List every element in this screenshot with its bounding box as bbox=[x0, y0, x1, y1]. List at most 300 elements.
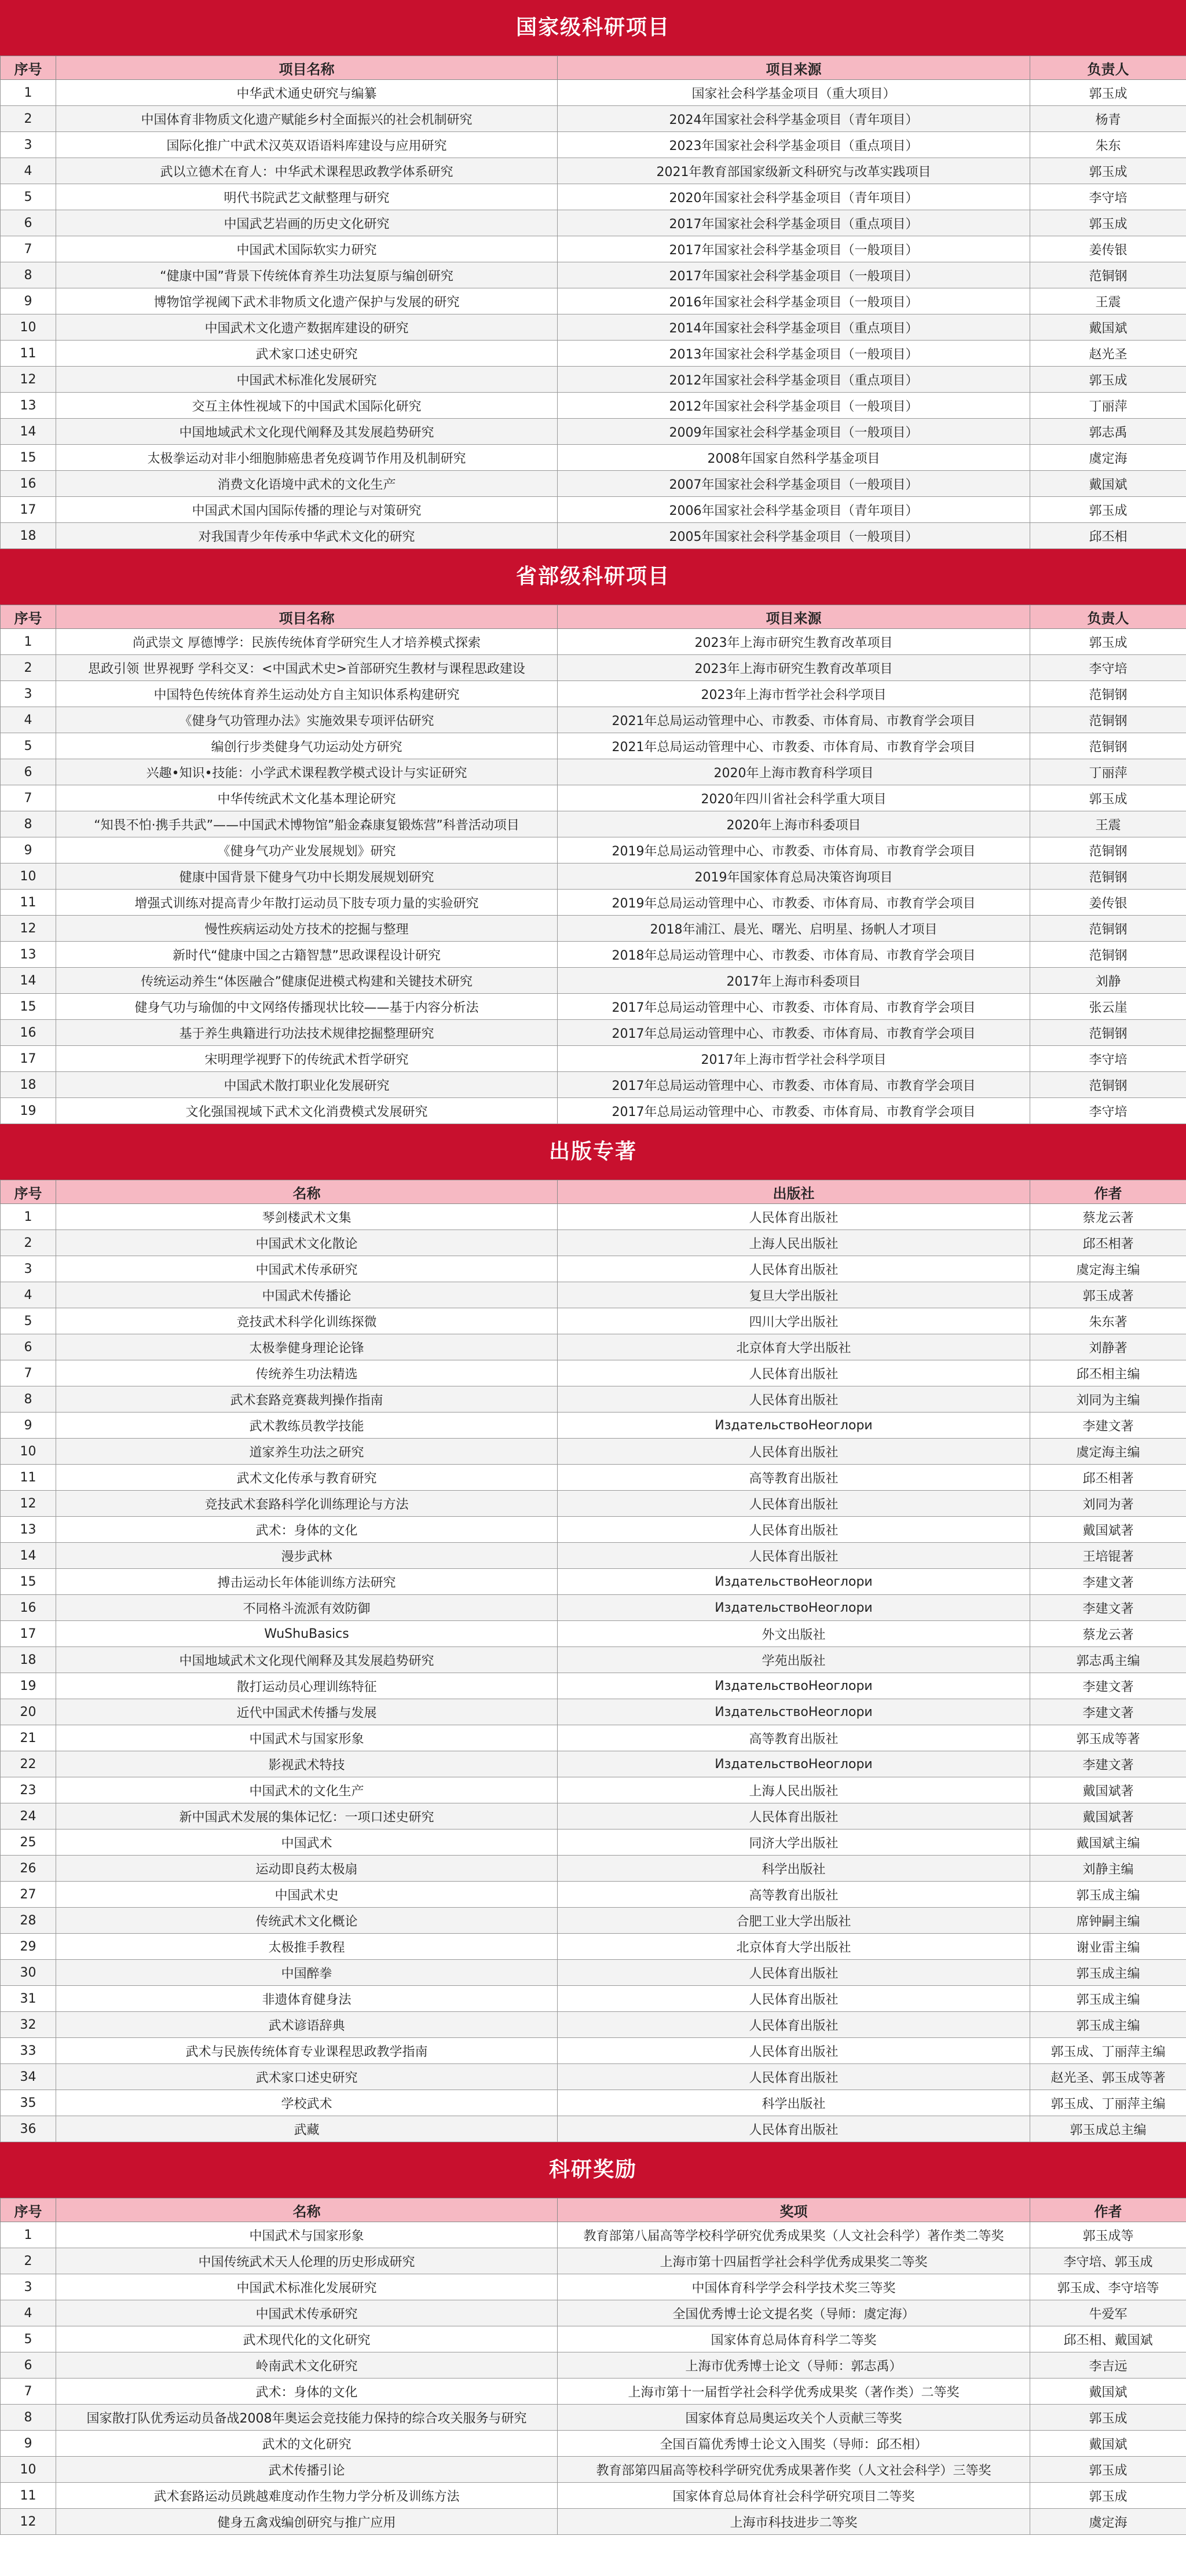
item-source: 2017年总局运动管理中心、市教委、市体育局、市教育学会项目 bbox=[558, 1020, 1030, 1046]
row-number: 18 bbox=[1, 1647, 56, 1673]
table-row bbox=[1, 497, 1186, 523]
item-source: 2024年国家社会科学基金项目（青年项目） bbox=[558, 106, 1030, 132]
item-source: 人民体育出版社 bbox=[558, 2012, 1030, 2038]
item-source: 2023年上海市研究生教育改革项目 bbox=[558, 629, 1030, 655]
item-person: 赵光圣、郭玉成等著 bbox=[1030, 2064, 1186, 2090]
item-person: 蔡龙云著 bbox=[1030, 1621, 1186, 1647]
section-title: 出版专著 bbox=[0, 1124, 1186, 1180]
section-title: 国家级科研项目 bbox=[0, 0, 1186, 56]
row-number: 33 bbox=[1, 2038, 56, 2064]
table-row bbox=[1, 2457, 1186, 2483]
row-number: 4 bbox=[1, 1282, 56, 1308]
item-name: 近代中国武术传播与发展 bbox=[56, 1699, 558, 1725]
row-number: 5 bbox=[1, 1308, 56, 1334]
item-name: 明代书院武艺文献整理与研究 bbox=[56, 184, 558, 210]
item-source: 北京体育大学出版社 bbox=[558, 1934, 1030, 1960]
table-row bbox=[1, 2326, 1186, 2352]
row-number: 9 bbox=[1, 288, 56, 314]
row-number: 11 bbox=[1, 341, 56, 367]
item-name: 岭南武术文化研究 bbox=[56, 2352, 558, 2379]
item-person: 王培锟著 bbox=[1030, 1543, 1186, 1569]
row-number: 8 bbox=[1, 2405, 56, 2431]
item-person: 郭玉成 bbox=[1030, 497, 1186, 523]
row-number: 22 bbox=[1, 1751, 56, 1777]
item-name: 非遗体育健身法 bbox=[56, 1986, 558, 2012]
table-header-row bbox=[1, 56, 1186, 80]
item-name: 传统武术文化概论 bbox=[56, 1908, 558, 1934]
row-number: 1 bbox=[1, 629, 56, 655]
item-name: “健康中国”背景下传统体育养生功法复原与编创研究 bbox=[56, 262, 558, 288]
table-row bbox=[1, 1569, 1186, 1595]
item-name: 影视武术特技 bbox=[56, 1751, 558, 1777]
item-source: 国家社会科学基金项目（重大项目） bbox=[558, 80, 1030, 106]
table-row bbox=[1, 367, 1186, 393]
item-name: 宋明理学视野下的传统武术哲学研究 bbox=[56, 1046, 558, 1072]
item-name: 新中国武术发展的集体记忆：一项口述史研究 bbox=[56, 1803, 558, 1829]
table-row bbox=[1, 1960, 1186, 1986]
table-row bbox=[1, 1256, 1186, 1282]
row-number: 32 bbox=[1, 2012, 56, 2038]
table-row bbox=[1, 1046, 1186, 1072]
table-row bbox=[1, 707, 1186, 733]
row-number: 19 bbox=[1, 1098, 56, 1124]
row-number: 16 bbox=[1, 471, 56, 497]
table-row bbox=[1, 2405, 1186, 2431]
item-person: 虞定海主编 bbox=[1030, 1439, 1186, 1465]
table-row bbox=[1, 445, 1186, 471]
item-name: 散打运动员心理训练特征 bbox=[56, 1673, 558, 1699]
column-header: 名称 bbox=[56, 1180, 558, 1204]
item-source: 国家体育总局体育科学二等奖 bbox=[558, 2326, 1030, 2352]
row-number: 25 bbox=[1, 1829, 56, 1856]
item-person: 郭玉成 bbox=[1030, 158, 1186, 184]
item-person: 郭玉成等著 bbox=[1030, 1725, 1186, 1751]
item-person: 郭玉成主编 bbox=[1030, 1960, 1186, 1986]
item-person: 邱丕相著 bbox=[1030, 1465, 1186, 1491]
item-source: 上海市第十一届哲学社会科学优秀成果奖（著作类）二等奖 bbox=[558, 2379, 1030, 2405]
item-person: 范铜钢 bbox=[1030, 733, 1186, 759]
item-source: ИздательствоНеоглори bbox=[558, 1751, 1030, 1777]
item-person: 虞定海 bbox=[1030, 445, 1186, 471]
item-source: 人民体育出版社 bbox=[558, 1386, 1030, 1413]
item-name: 中国武术史 bbox=[56, 1882, 558, 1908]
table-row bbox=[1, 471, 1186, 497]
item-person: 张云崖 bbox=[1030, 994, 1186, 1020]
item-source: 全国百篇优秀博士论文入围奖（导师：邱丕相） bbox=[558, 2431, 1030, 2457]
table-row bbox=[1, 1439, 1186, 1465]
item-person: 戴国斌著 bbox=[1030, 1517, 1186, 1543]
table-row bbox=[1, 1751, 1186, 1777]
item-source: 2018年浦江、晨光、曙光、启明星、扬帆人才项目 bbox=[558, 916, 1030, 942]
row-number: 12 bbox=[1, 2509, 56, 2535]
table-row bbox=[1, 2038, 1186, 2064]
table-row bbox=[1, 1882, 1186, 1908]
row-number: 3 bbox=[1, 2274, 56, 2300]
item-person: 郭志禹主编 bbox=[1030, 1647, 1186, 1673]
item-person: 范铜钢 bbox=[1030, 863, 1186, 890]
table-row bbox=[1, 1986, 1186, 2012]
item-person: 李守培 bbox=[1030, 1046, 1186, 1072]
item-source: 2006年国家社会科学基金项目（青年项目） bbox=[558, 497, 1030, 523]
item-source: 2007年国家社会科学基金项目（一般项目） bbox=[558, 471, 1030, 497]
row-number: 11 bbox=[1, 1465, 56, 1491]
item-person: 郭玉成 bbox=[1030, 2483, 1186, 2509]
column-header: 项目名称 bbox=[56, 56, 558, 80]
item-person: 刘静主编 bbox=[1030, 1856, 1186, 1882]
item-name: 中国传统武术天人伦理的历史形成研究 bbox=[56, 2248, 558, 2274]
item-person: 范铜钢 bbox=[1030, 262, 1186, 288]
row-number: 17 bbox=[1, 1046, 56, 1072]
item-source: 2019年总局运动管理中心、市教委、市体育局、市教育学会项目 bbox=[558, 837, 1030, 863]
item-name: 武术传播引论 bbox=[56, 2457, 558, 2483]
table-row bbox=[1, 2012, 1186, 2038]
item-person: 赵光圣 bbox=[1030, 341, 1186, 367]
item-name: 武术家口述史研究 bbox=[56, 2064, 558, 2090]
item-source: ИздательствоНеоглори bbox=[558, 1413, 1030, 1439]
row-number: 6 bbox=[1, 2352, 56, 2379]
row-number: 19 bbox=[1, 1673, 56, 1699]
row-number: 28 bbox=[1, 1908, 56, 1934]
row-number: 8 bbox=[1, 262, 56, 288]
item-person: 范铜钢 bbox=[1030, 837, 1186, 863]
table-row bbox=[1, 1072, 1186, 1098]
row-number: 8 bbox=[1, 1386, 56, 1413]
item-name: 中国武术标准化发展研究 bbox=[56, 367, 558, 393]
row-number: 12 bbox=[1, 916, 56, 942]
item-source: 高等教育出版社 bbox=[558, 1465, 1030, 1491]
item-person: 王震 bbox=[1030, 811, 1186, 837]
item-source: 国家体育总局体育社会科学研究项目二等奖 bbox=[558, 2483, 1030, 2509]
row-number: 7 bbox=[1, 1360, 56, 1386]
row-number: 15 bbox=[1, 1569, 56, 1595]
table-row bbox=[1, 942, 1186, 968]
row-number: 36 bbox=[1, 2116, 56, 2142]
item-name: 新时代“健康中国之古籍智慧”思政课程设计研究 bbox=[56, 942, 558, 968]
table-row bbox=[1, 341, 1186, 367]
item-name: 武术教练员教学技能 bbox=[56, 1413, 558, 1439]
row-number: 2 bbox=[1, 655, 56, 681]
table-row bbox=[1, 1360, 1186, 1386]
item-name: 武术的文化研究 bbox=[56, 2431, 558, 2457]
column-header: 序号 bbox=[1, 1180, 56, 1204]
item-person: 范铜钢 bbox=[1030, 707, 1186, 733]
item-name: 健身气功与瑜伽的中文网络传播现状比较——基于内容分析法 bbox=[56, 994, 558, 1020]
item-source: 人民体育出版社 bbox=[558, 1986, 1030, 2012]
item-person: 范铜钢 bbox=[1030, 1020, 1186, 1046]
item-source: 上海人民出版社 bbox=[558, 1230, 1030, 1256]
item-name: 武以立德术在育人：中华武术课程思政教学体系研究 bbox=[56, 158, 558, 184]
item-person: 范铜钢 bbox=[1030, 681, 1186, 707]
item-source: 人民体育出版社 bbox=[558, 1517, 1030, 1543]
item-person: 丁丽萍 bbox=[1030, 759, 1186, 785]
data-table bbox=[0, 2198, 1186, 2535]
item-person: 王震 bbox=[1030, 288, 1186, 314]
item-name: 武术现代化的文化研究 bbox=[56, 2326, 558, 2352]
item-name: 中国武术 bbox=[56, 1829, 558, 1856]
row-number: 15 bbox=[1, 445, 56, 471]
table-row bbox=[1, 1308, 1186, 1334]
item-person: 戴国斌主编 bbox=[1030, 1829, 1186, 1856]
item-source: 2017年国家社会科学基金项目（一般项目） bbox=[558, 236, 1030, 262]
item-person: 郭志禹 bbox=[1030, 419, 1186, 445]
item-person: 郭玉成 bbox=[1030, 2457, 1186, 2483]
item-source: 人民体育出版社 bbox=[558, 1491, 1030, 1517]
row-number: 12 bbox=[1, 367, 56, 393]
item-source: 2023年上海市哲学社会科学项目 bbox=[558, 681, 1030, 707]
row-number: 14 bbox=[1, 419, 56, 445]
row-number: 4 bbox=[1, 158, 56, 184]
row-number: 9 bbox=[1, 837, 56, 863]
item-source: 国家体育总局奥运攻关个人贡献三等奖 bbox=[558, 2405, 1030, 2431]
table-row bbox=[1, 994, 1186, 1020]
table-row bbox=[1, 1725, 1186, 1751]
table-row bbox=[1, 158, 1186, 184]
item-name: 中国武术散打职业化发展研究 bbox=[56, 1072, 558, 1098]
item-source: 上海人民出版社 bbox=[558, 1777, 1030, 1803]
table-row bbox=[1, 1803, 1186, 1829]
table-row bbox=[1, 1334, 1186, 1360]
table-row bbox=[1, 1856, 1186, 1882]
item-person: 郭玉成著 bbox=[1030, 1282, 1186, 1308]
table-row bbox=[1, 2116, 1186, 2142]
data-table bbox=[0, 1180, 1186, 2142]
table-row bbox=[1, 1413, 1186, 1439]
row-number: 11 bbox=[1, 890, 56, 916]
item-name: 太极拳健身理论论锋 bbox=[56, 1334, 558, 1360]
item-name: 学校武术 bbox=[56, 2090, 558, 2116]
table-row bbox=[1, 916, 1186, 942]
row-number: 20 bbox=[1, 1699, 56, 1725]
item-person: 李吉远 bbox=[1030, 2352, 1186, 2379]
table-row bbox=[1, 523, 1186, 549]
item-name: 健康中国背景下健身气功中长期发展规划研究 bbox=[56, 863, 558, 890]
item-source: 人民体育出版社 bbox=[558, 1439, 1030, 1465]
item-person: 郭玉成、丁丽萍主编 bbox=[1030, 2090, 1186, 2116]
row-number: 1 bbox=[1, 1204, 56, 1230]
item-source: 人民体育出版社 bbox=[558, 1256, 1030, 1282]
item-source: 2020年国家社会科学基金项目（青年项目） bbox=[558, 184, 1030, 210]
table-row bbox=[1, 1673, 1186, 1699]
item-source: 高等教育出版社 bbox=[558, 1725, 1030, 1751]
row-number: 6 bbox=[1, 1334, 56, 1360]
item-source: 教育部第八届高等学校科学研究优秀成果奖（人文社会科学）著作类二等奖 bbox=[558, 2222, 1030, 2248]
row-number: 13 bbox=[1, 1517, 56, 1543]
column-header: 项目名称 bbox=[56, 605, 558, 629]
table-row bbox=[1, 890, 1186, 916]
item-source: 北京体育大学出版社 bbox=[558, 1334, 1030, 1360]
item-person: 郭玉成、丁丽萍主编 bbox=[1030, 2038, 1186, 2064]
item-source: 2012年国家社会科学基金项目（一般项目） bbox=[558, 393, 1030, 419]
item-source: 2017年总局运动管理中心、市教委、市体育局、市教育学会项目 bbox=[558, 1072, 1030, 1098]
table-row bbox=[1, 837, 1186, 863]
row-number: 8 bbox=[1, 811, 56, 837]
row-number: 5 bbox=[1, 733, 56, 759]
item-person: 戴国斌 bbox=[1030, 2431, 1186, 2457]
item-source: 同济大学出版社 bbox=[558, 1829, 1030, 1856]
table-row bbox=[1, 759, 1186, 785]
item-name: 道家养生功法之研究 bbox=[56, 1439, 558, 1465]
table-row bbox=[1, 1020, 1186, 1046]
table-row bbox=[1, 811, 1186, 837]
item-name: 博物馆学视阈下武术非物质文化遗产保护与发展的研究 bbox=[56, 288, 558, 314]
item-name: 竞技武术套路科学化训练理论与方法 bbox=[56, 1491, 558, 1517]
item-source: 外文出版社 bbox=[558, 1621, 1030, 1647]
table-row bbox=[1, 80, 1186, 106]
item-person: 范铜钢 bbox=[1030, 1072, 1186, 1098]
item-name: 中国地域武术文化现代阐释及其发展趋势研究 bbox=[56, 1647, 558, 1673]
item-name: 国际化推广中武术汉英双语语料库建设与应用研究 bbox=[56, 132, 558, 158]
item-person: 戴国斌著 bbox=[1030, 1803, 1186, 1829]
item-name: 消费文化语境中武术的文化生产 bbox=[56, 471, 558, 497]
table-row bbox=[1, 1647, 1186, 1673]
table-row bbox=[1, 785, 1186, 811]
item-source: 2013年国家社会科学基金项目（一般项目） bbox=[558, 341, 1030, 367]
table-row bbox=[1, 132, 1186, 158]
row-number: 9 bbox=[1, 1413, 56, 1439]
item-name: WuShuBasics bbox=[56, 1621, 558, 1647]
item-source: 高等教育出版社 bbox=[558, 1882, 1030, 1908]
table-row bbox=[1, 1699, 1186, 1725]
table-row bbox=[1, 655, 1186, 681]
row-number: 3 bbox=[1, 681, 56, 707]
row-number: 17 bbox=[1, 497, 56, 523]
item-source: 人民体育出版社 bbox=[558, 1960, 1030, 1986]
column-header: 项目来源 bbox=[558, 56, 1030, 80]
item-person: 牛爱军 bbox=[1030, 2300, 1186, 2326]
item-person: 虞定海 bbox=[1030, 2509, 1186, 2535]
table-row bbox=[1, 1491, 1186, 1517]
item-person: 郭玉成总主编 bbox=[1030, 2116, 1186, 2142]
item-source: 2017年总局运动管理中心、市教委、市体育局、市教育学会项目 bbox=[558, 994, 1030, 1020]
row-number: 35 bbox=[1, 2090, 56, 2116]
column-header: 序号 bbox=[1, 56, 56, 80]
item-person: 朱东著 bbox=[1030, 1308, 1186, 1334]
item-source: 2017年国家社会科学基金项目（一般项目） bbox=[558, 262, 1030, 288]
row-number: 30 bbox=[1, 1960, 56, 1986]
table-row bbox=[1, 1098, 1186, 1124]
item-source: 2019年总局运动管理中心、市教委、市体育局、市教育学会项目 bbox=[558, 890, 1030, 916]
column-header: 项目来源 bbox=[558, 605, 1030, 629]
row-number: 5 bbox=[1, 2326, 56, 2352]
table-row bbox=[1, 236, 1186, 262]
item-name: 尚武崇文 厚德博学：民族传统体育学研究生人才培养模式探索 bbox=[56, 629, 558, 655]
item-name: 中国武术国内国际传播的理论与对策研究 bbox=[56, 497, 558, 523]
item-source: 2023年国家社会科学基金项目（重点项目） bbox=[558, 132, 1030, 158]
table-row bbox=[1, 1829, 1186, 1856]
item-source: ИздательствоНеоглори bbox=[558, 1673, 1030, 1699]
section-title: 科研奖励 bbox=[0, 2142, 1186, 2198]
table-row bbox=[1, 2248, 1186, 2274]
item-person: 李建文著 bbox=[1030, 1413, 1186, 1439]
row-number: 7 bbox=[1, 236, 56, 262]
item-source: 2021年总局运动管理中心、市教委、市体育局、市教育学会项目 bbox=[558, 707, 1030, 733]
item-name: 中国武艺岩画的历史文化研究 bbox=[56, 210, 558, 236]
item-source: 科学出版社 bbox=[558, 1856, 1030, 1882]
item-source: 人民体育出版社 bbox=[558, 1360, 1030, 1386]
item-name: 琴剑楼武术文集 bbox=[56, 1204, 558, 1230]
table-row bbox=[1, 419, 1186, 445]
table-row bbox=[1, 968, 1186, 994]
item-person: 戴国斌 bbox=[1030, 471, 1186, 497]
row-number: 10 bbox=[1, 2457, 56, 2483]
item-name: 武术：身体的文化 bbox=[56, 2379, 558, 2405]
row-number: 17 bbox=[1, 1621, 56, 1647]
table-row bbox=[1, 1908, 1186, 1934]
table-header-row bbox=[1, 605, 1186, 629]
item-person: 刘同为著 bbox=[1030, 1491, 1186, 1517]
item-name: 国家散打队优秀运动员备战2008年奥运会竞技能力保持的综合攻关服务与研究 bbox=[56, 2405, 558, 2431]
item-person: 戴国斌著 bbox=[1030, 1777, 1186, 1803]
column-header: 出版社 bbox=[558, 1180, 1030, 1204]
item-name: 不同格斗流派有效防御 bbox=[56, 1595, 558, 1621]
row-number: 2 bbox=[1, 2248, 56, 2274]
table-row bbox=[1, 393, 1186, 419]
row-number: 29 bbox=[1, 1934, 56, 1960]
row-number: 7 bbox=[1, 2379, 56, 2405]
item-person: 李建文著 bbox=[1030, 1751, 1186, 1777]
item-name: 太极推手教程 bbox=[56, 1934, 558, 1960]
item-person: 丁丽萍 bbox=[1030, 393, 1186, 419]
item-source: 2020年上海市科委项目 bbox=[558, 811, 1030, 837]
row-number: 13 bbox=[1, 393, 56, 419]
item-name: 中国武术标准化发展研究 bbox=[56, 2274, 558, 2300]
column-header: 负责人 bbox=[1030, 56, 1186, 80]
item-source: 合肥工业大学出版社 bbox=[558, 1908, 1030, 1934]
item-name: 中国醉拳 bbox=[56, 1960, 558, 1986]
item-name: 文化强国视域下武术文化消费模式发展研究 bbox=[56, 1098, 558, 1124]
item-person: 李守培 bbox=[1030, 184, 1186, 210]
item-person: 邱丕相主编 bbox=[1030, 1360, 1186, 1386]
item-name: 基于养生典籍进行功法技术规律挖掘整理研究 bbox=[56, 1020, 558, 1046]
row-number: 21 bbox=[1, 1725, 56, 1751]
table-row bbox=[1, 2090, 1186, 2116]
item-person: 刘同为主编 bbox=[1030, 1386, 1186, 1413]
row-number: 14 bbox=[1, 1543, 56, 1569]
table-row bbox=[1, 2431, 1186, 2457]
row-number: 23 bbox=[1, 1777, 56, 1803]
row-number: 11 bbox=[1, 2483, 56, 2509]
row-number: 4 bbox=[1, 707, 56, 733]
row-number: 18 bbox=[1, 1072, 56, 1098]
row-number: 13 bbox=[1, 942, 56, 968]
item-source: 2017年总局运动管理中心、市教委、市体育局、市教育学会项目 bbox=[558, 1098, 1030, 1124]
data-table bbox=[0, 56, 1186, 549]
item-name: 增强式训练对提高青少年散打运动员下肢专项力量的实验研究 bbox=[56, 890, 558, 916]
item-source: 人民体育出版社 bbox=[558, 2116, 1030, 2142]
table-row bbox=[1, 681, 1186, 707]
item-source: 学苑出版社 bbox=[558, 1647, 1030, 1673]
item-source: 人民体育出版社 bbox=[558, 2064, 1030, 2090]
item-name: 编创行步类健身气功运动处方研究 bbox=[56, 733, 558, 759]
item-source: 2020年四川省社会科学重大项目 bbox=[558, 785, 1030, 811]
row-number: 26 bbox=[1, 1856, 56, 1882]
item-person: 范铜钢 bbox=[1030, 942, 1186, 968]
table-row bbox=[1, 1204, 1186, 1230]
item-person: 席钟嗣主编 bbox=[1030, 1908, 1186, 1934]
item-name: 中国武术传承研究 bbox=[56, 1256, 558, 1282]
row-number: 12 bbox=[1, 1491, 56, 1517]
row-number: 27 bbox=[1, 1882, 56, 1908]
table-row bbox=[1, 1595, 1186, 1621]
item-person: 范铜钢 bbox=[1030, 916, 1186, 942]
item-source: ИздательствоНеоглори bbox=[558, 1699, 1030, 1725]
item-person: 李建文著 bbox=[1030, 1569, 1186, 1595]
column-header: 作者 bbox=[1030, 1180, 1186, 1204]
item-person: 郭玉成 bbox=[1030, 785, 1186, 811]
item-source: 全国优秀博士论文提名奖（导师：虞定海） bbox=[558, 2300, 1030, 2326]
item-name: 中华武术通史研究与编纂 bbox=[56, 80, 558, 106]
item-person: 郭玉成、李守培等 bbox=[1030, 2274, 1186, 2300]
